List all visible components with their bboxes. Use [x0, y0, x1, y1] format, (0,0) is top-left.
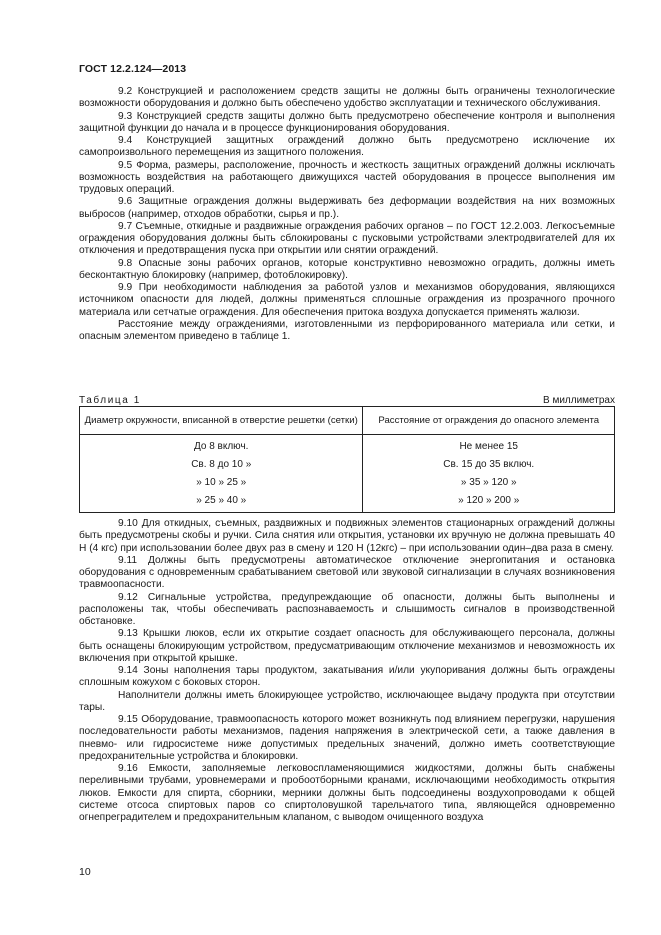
table-row — [80, 435, 615, 457]
paragraph-9-13: 9.13 Крышки люков, если их открытие создает опасность для обслуживающего персонала, должны быть оснащены блокирующим устройством, предусматривающим отключение механизмов и невозможность их включения при открытой крышке. — [79, 628, 615, 664]
table-cell: Не менее 15 — [363, 435, 615, 457]
table-caption: Таблица 1 — [79, 395, 141, 406]
paragraph-9-7: 9.7 Съемные, откидные и раздвижные ограждения рабочих органов – по ГОСТ 12.2.003. Легкосъемные ограждения оборудования должны быть сблокированы с пусковыми устройствами электродвигателей для их отключения и предотвращения пуска при открытии или снятии ограждений. — [79, 220, 615, 257]
table-units: В миллиметрах — [543, 395, 615, 406]
paragraph-9-10: 9.10 Для откидных, съемных, раздвижных и подвижных элементов стационарных ограждений должны быть предусмотрены скобы и ручки. Сила снятия или открытия, установки их вручную не должна превышать 40 Н (4 кгс) при использовании более двух раз в смену и 120 Н (12кгс) – при использовании один–два раза в смену. — [79, 518, 615, 554]
table-cell: » 10 » 25 » — [80, 474, 363, 492]
paragraph-9-11: 9.11 Должны быть предусмотрены автоматическое отключение энергопитания и остановка оборудования с одновременным срабатыванием световой или звуковой сигнализации в случаях возникновения травмоопасности. — [79, 554, 615, 591]
text-block-top — [79, 86, 615, 343]
table-row — [80, 474, 615, 492]
table-header-cell: Диаметр окружности, вписанной в отверстие решетки (сетки) — [80, 407, 363, 435]
table-cell: » 35 » 120 » — [363, 474, 615, 492]
paragraph-9-12: 9.12 Сигнальные устройства, предупреждающие об опасности, должны быть выполнены и расположены так, чтобы обеспечивать распознаваемость и слышимость сигналов в производственной обстановке. — [79, 591, 615, 627]
paragraph-9-15: 9.15 Оборудование, травмоопасность которого может возникнуть под влиянием перегрузки, нарушения последовательности работы механизмов, падения напряжения в электрической сети, а также давления в пневмо- или гидросистеме ниже допустимых предельных значений, должно иметь соответствующие предохранительные устройства и блокировки. — [79, 714, 615, 762]
paragraph-9-16: 9.16 Емкости, заполняемые легковоспламеняющимися жидкостями, должны быть снабжены переливными трубами, уровнемерами и пробоотборными кранами, исключающими необходимость открытия люков. Емкости для спирта, сборники, мерники должны быть подсоединены воздухопроводами к общей системе отсоса спиртовых паров со спиртоловушкой тарельчатого типа, являющейся одновременно огнепреградителем и предохранительным клапаном, с выводом очищенного воздуха — [79, 763, 615, 823]
paragraph-9-8: 9.8 Опасные зоны рабочих органов, которые конструктивно невозможно оградить, должны иметь бесконтактную блокировку (например, фотоблокировку). — [79, 257, 615, 281]
table-cell: Св. 8 до 10 » — [80, 456, 363, 474]
paragraph-fillers: Наполнители должны иметь блокирующее устройство, исключающее выдачу продукта при отсутствии тары. — [79, 689, 615, 713]
page-header: ГОСТ 12.2.124—2013 — [79, 63, 187, 75]
table-header-row — [80, 407, 615, 435]
table-row — [80, 492, 615, 513]
table-cell: » 25 » 40 » — [80, 492, 363, 513]
paragraph-9-6: 9.6 Защитные ограждения должны выдерживать без деформации воздействия на них возможных выбросов (например, отходов обработки, сырья и пр.). — [79, 196, 615, 220]
distance-table — [79, 406, 615, 513]
paragraph-9-14: 9.14 Зоны наполнения тары продуктом, закатывания и/или укупоривания должны быть ограждены сплошным кожухом с боковых сторон. — [79, 665, 615, 689]
table-cell: До 8 включ. — [80, 435, 363, 457]
paragraph-9-2: 9.2 Конструкцией и расположением средств защиты не должны быть ограничены технологические возможности оборудования и должно быть обеспечено удобство эксплуатации и технического обслуживания. — [79, 86, 615, 110]
text-block-bottom — [79, 518, 615, 824]
table-cell: Св. 15 до 35 включ. — [363, 456, 615, 474]
paragraph-9-4: 9.4 Конструкцией защитных ограждений должно быть предусмотрено исключение их самопроизвольного перемещения из защитного положения. — [79, 135, 615, 159]
paragraph-9-3: 9.3 Конструкцией средств защиты должно быть предусмотрено обеспечение контроля и выполнения защитной функции до начала и в процессе функционирования оборудования. — [79, 110, 615, 134]
paragraph-9-9: 9.9 При необходимости наблюдения за работой узлов и механизмов оборудования, являющихся источником опасности для людей, должны применяться сплошные ограждения из прозрачного прочного материала или сетчатые ограждения. Для обеспечения притока воздуха допускается применять жалюзи. — [79, 282, 615, 318]
paragraph-distance-intro: Расстояние между ограждениями, изготовленными из перфорированного материала или сетки, и опасным элементом приведено в таблице 1. — [79, 318, 615, 342]
table-header-cell: Расстояние от ограждения до опасного элемента — [363, 407, 615, 435]
page-number: 10 — [79, 866, 91, 878]
paragraph-9-5: 9.5 Форма, размеры, расположение, прочность и жесткость защитных ограждений должны исключать возможность воздействия на работающего движущихся частей оборудования в процессе выполнения им трудовых операций. — [79, 159, 615, 195]
table-cell: » 120 » 200 » — [363, 492, 615, 513]
table-row — [80, 456, 615, 474]
